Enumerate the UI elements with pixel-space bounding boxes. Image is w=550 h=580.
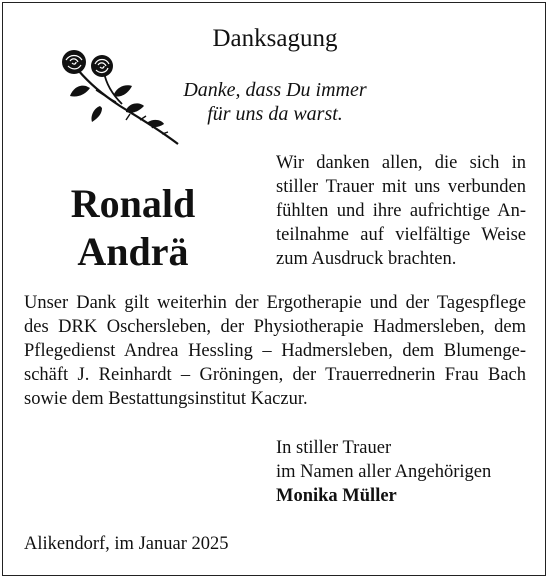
intro-line: stiller Trauer mit uns verbunden [276, 177, 526, 197]
thanks-line: des DRK Oschersleben, der Physiotherapie Hadmersleben, dem [24, 317, 526, 337]
deceased-name [38, 180, 228, 276]
place-date: Alikendorf, im Januar 2025 [24, 534, 229, 554]
thanks-line: Unser Dank gilt weiterhin der Ergotherapie und der Tagespflege [24, 293, 526, 313]
thanks-line: sowie dem Bestattungsinstitut Kaczur. [24, 389, 308, 409]
signature-line: In stiller Trauer [276, 438, 392, 458]
thanks-paragraph [24, 291, 526, 411]
intro-paragraph [276, 151, 526, 271]
signature-block [276, 436, 526, 508]
deceased-first-name: Ronald [70, 181, 196, 226]
quote [160, 78, 390, 126]
intro-line: zum Ausdruck brachten. [276, 249, 457, 269]
thanks-line: Pflegedienst Andrea Hessling – Hadmersleben, dem Blumenge- [24, 341, 526, 361]
intro-line: fühlten und ihre aufrichtige An- [276, 201, 526, 221]
signature-name: Monika Müller [276, 486, 397, 506]
intro-line: teilnahme auf vielfältige Weise [276, 225, 526, 245]
thanks-line: schäft J. Reinhardt – Gröningen, der Trauerrednerin Frau Bach [24, 365, 526, 385]
quote-line-1: Danke, dass Du immer [183, 79, 367, 101]
heading-text: Danksagung [212, 25, 338, 52]
deceased-last-name: Andrä [77, 229, 189, 274]
intro-line: Wir danken allen, die sich in [276, 153, 526, 173]
signature-line: im Namen aller Angehörigen [276, 462, 492, 482]
quote-line-2: für uns da warst. [207, 103, 343, 125]
